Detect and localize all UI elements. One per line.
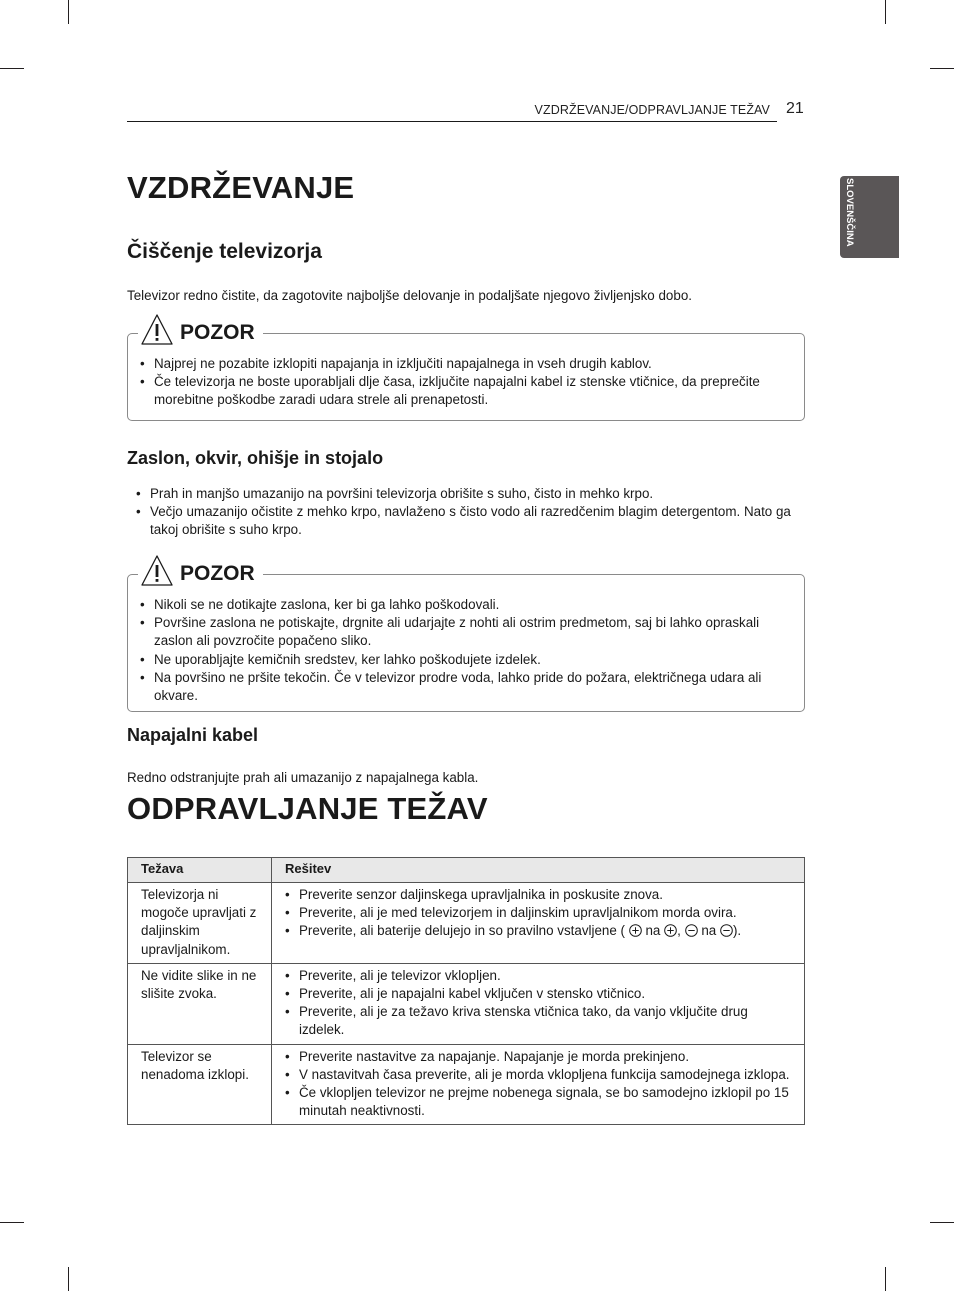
plus-circle-icon bbox=[664, 924, 677, 937]
caution-box bbox=[127, 321, 805, 421]
maintenance-title: VZDRŽEVANJE bbox=[127, 170, 355, 205]
list-item bbox=[285, 922, 791, 940]
caution-list bbox=[140, 355, 788, 410]
battery-text: Preverite, ali baterije delujejo in so pravilno vstavljene ( bbox=[299, 923, 626, 939]
crop-mark bbox=[0, 68, 24, 69]
running-header: VZDRŽEVANJE/ODPRAVLJANJE TEŽAV bbox=[534, 103, 770, 117]
list-item: • Površine zaslona ne potiskajte, drgnite ali udarjajte z nohti ali ostrim predmetom, saj bi lahko opraskali zaslon ali povzročite popačeno sliko. bbox=[140, 614, 788, 650]
cleaning-heading: Čiščenje televizorja bbox=[127, 240, 322, 263]
caution-header bbox=[138, 310, 263, 346]
crop-mark bbox=[68, 1267, 69, 1291]
solution-cell bbox=[272, 1044, 805, 1125]
caution-header bbox=[138, 551, 263, 587]
table-row bbox=[128, 963, 805, 1044]
battery-text: ). bbox=[732, 923, 742, 939]
list-item: • Če televizorja ne boste uporabljali dlje časa, izključite napajalni kabel iz stenske vtičnice, da preprečite morebitne poškodbe zaradi udara strele ali prenapetosti. bbox=[140, 373, 788, 409]
battery-text: na bbox=[701, 923, 717, 939]
caution-label: POZOR bbox=[180, 321, 255, 344]
column-header-problem: Težava bbox=[128, 858, 272, 883]
list-item: • Preverite, ali je televizor vklopljen. bbox=[285, 967, 791, 985]
screen-heading: Zaslon, okvir, ohišje in stojalo bbox=[127, 448, 384, 468]
list-item: • Preverite senzor daljinskega upravljalnika in poskusite znova. bbox=[285, 886, 791, 904]
minus-circle-icon bbox=[685, 924, 698, 937]
list-item: • Preverite, ali je za težavo kriva stenska vtičnica tako, da vanjo vključite drug izdelek. bbox=[285, 1003, 791, 1039]
language-tab-label: SLOVENŠČINA bbox=[844, 178, 855, 247]
list-item: • Ne uporabljajte kemičnih sredstev, ker lahko poškodujete izdelek. bbox=[140, 651, 788, 669]
caution-box bbox=[127, 562, 805, 712]
list-item: • Na površino ne pršite tekočin. Če v televizor prodre voda, lahko pride do požara, električnega udara ali okvare. bbox=[140, 669, 788, 705]
cable-heading: Napajalni kabel bbox=[127, 725, 259, 745]
list-item: • Če vklopljen televizor ne prejme nobenega signala, se bo samodejno izklopil po 15 minutah neaktivnosti. bbox=[285, 1084, 791, 1120]
page-number: 21 bbox=[786, 100, 804, 117]
solution-cell bbox=[272, 963, 805, 1044]
solution-list bbox=[285, 967, 791, 1040]
battery-text: na bbox=[645, 923, 661, 939]
list-item: • V nastavitvah časa preverite, ali je morda vklopljena funkcija samodejnega izklopa. bbox=[285, 1066, 791, 1084]
problem-cell: Televizorja ni mogoče upravljati z daljinskim upravljalnikom. bbox=[128, 883, 272, 964]
caution-label: POZOR bbox=[180, 562, 255, 585]
troubleshooting-table bbox=[127, 857, 805, 1125]
crop-mark bbox=[0, 1222, 24, 1223]
solution-list bbox=[285, 1048, 791, 1121]
list-item: • Preverite nastavitve za napajanje. Napajanje je morda prekinjeno. bbox=[285, 1048, 791, 1066]
column-header-solution: Rešitev bbox=[272, 858, 805, 883]
battery-text: , bbox=[677, 923, 681, 939]
crop-mark bbox=[930, 1222, 954, 1223]
list-item: • Nikoli se ne dotikajte zaslona, ker bi ga lahko poškodovali. bbox=[140, 596, 788, 614]
solution-list bbox=[285, 886, 791, 941]
list-item: • Najprej ne pozabite izklopiti napajanja in izključiti napajalnega in vseh drugih kablov. bbox=[140, 355, 788, 373]
list-item: • Preverite, ali je med televizorjem in daljinskim upravljalnikom morda ovira. bbox=[285, 904, 791, 922]
table-header-row bbox=[128, 858, 805, 883]
crop-mark bbox=[885, 1267, 886, 1291]
caution-list bbox=[140, 596, 788, 705]
crop-mark bbox=[68, 0, 69, 24]
screen-list bbox=[136, 485, 796, 540]
header-rule bbox=[127, 121, 777, 122]
problem-cell: Ne vidite slike in ne slišite zvoka. bbox=[128, 963, 272, 1044]
list-item: • Prah in manjšo umazanijo na površini televizorja obrišite s suho, čisto in mehko krpo. bbox=[136, 485, 796, 503]
warning-icon bbox=[140, 554, 174, 587]
troubleshooting-title: ODPRAVLJANJE TEŽAV bbox=[127, 791, 488, 826]
list-item: • Preverite, ali je napajalni kabel vključen v stensko vtičnico. bbox=[285, 985, 791, 1003]
table-row bbox=[128, 1044, 805, 1125]
solution-cell bbox=[272, 883, 805, 964]
language-tab bbox=[840, 176, 899, 258]
list-item: • Večjo umazanijo očistite z mehko krpo, navlaženo s čisto vodo ali razredčenim blagim detergentom. Nato ga takoj obrišite s suho krpo. bbox=[136, 503, 796, 539]
problem-cell: Televizor se nenadoma izklopi. bbox=[128, 1044, 272, 1125]
cleaning-intro: Televizor redno čistite, da zagotovite najboljše delovanje in podaljšate njegovo življenjsko dobo. bbox=[127, 288, 692, 303]
plus-circle-icon bbox=[629, 924, 642, 937]
crop-mark bbox=[885, 0, 886, 24]
warning-icon bbox=[140, 313, 174, 346]
crop-mark bbox=[930, 68, 954, 69]
cable-text: Redno odstranjujte prah ali umazanijo z napajalnega kabla. bbox=[127, 770, 479, 785]
table-row bbox=[128, 883, 805, 964]
minus-circle-icon bbox=[720, 924, 733, 937]
